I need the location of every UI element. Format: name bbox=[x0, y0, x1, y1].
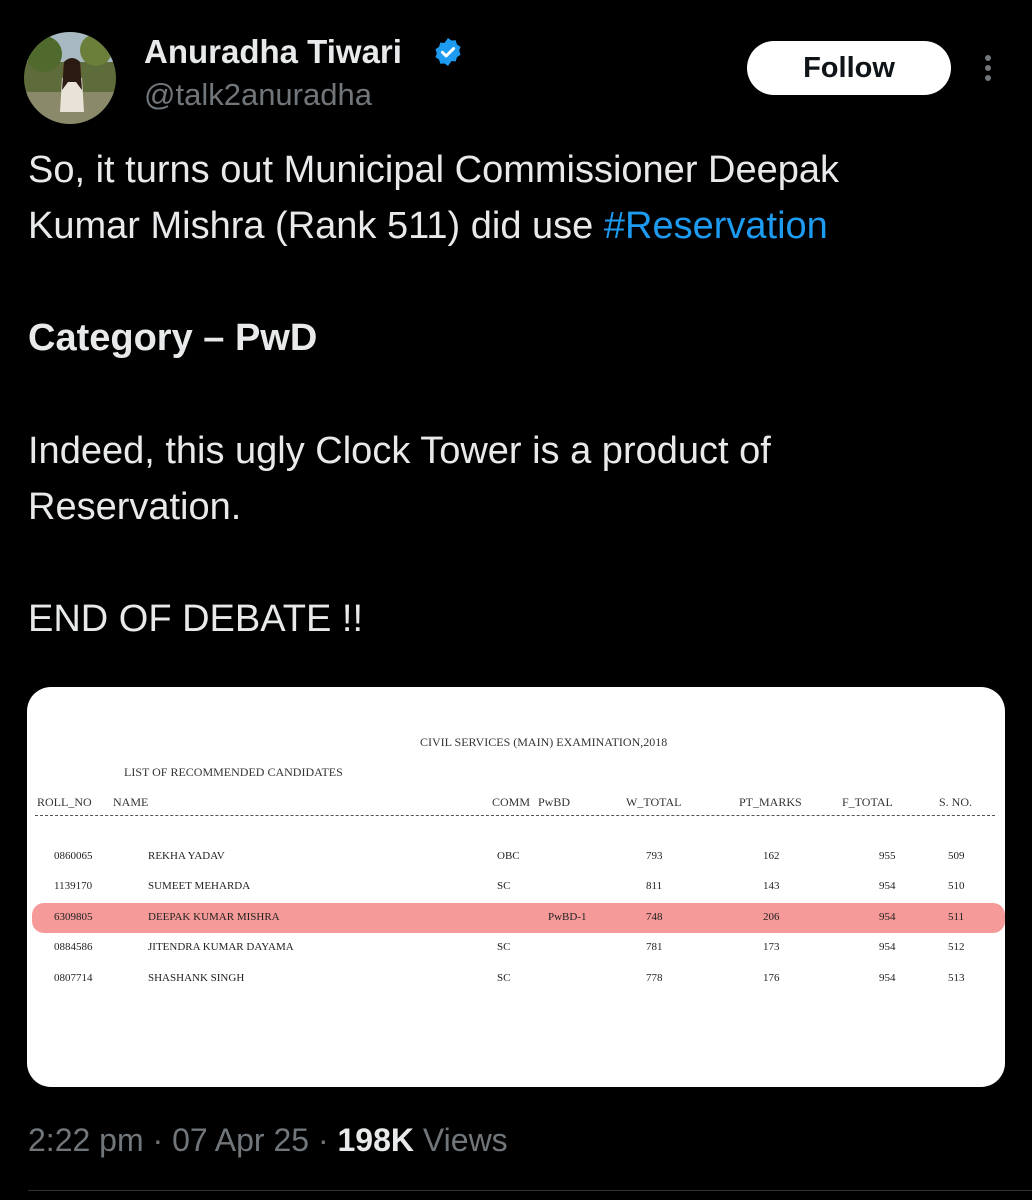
column-header: PT_MARKS bbox=[739, 795, 802, 809]
column-header: W_TOTAL bbox=[626, 795, 682, 809]
more-vertical-icon[interactable] bbox=[972, 50, 1004, 86]
cell-s-no: 510 bbox=[948, 880, 965, 892]
tweet-category-line: Category – PwD bbox=[28, 317, 318, 359]
views-count: 198K bbox=[337, 1122, 414, 1158]
table-row bbox=[27, 842, 1005, 872]
tweet-time[interactable]: 2:22 pm bbox=[28, 1122, 144, 1158]
tweet-text-line: END OF DEBATE !! bbox=[28, 598, 364, 640]
cell-name: JITENDRA KUMAR DAYAMA bbox=[148, 941, 294, 953]
divider bbox=[28, 1190, 1032, 1191]
tweet-text-segment: Kumar Mishra (Rank 511) did use bbox=[28, 205, 604, 247]
cell-pwbd: PwBD-1 bbox=[548, 911, 587, 923]
cell-roll-no: 0807714 bbox=[54, 972, 93, 984]
tweet-text-line bbox=[28, 198, 828, 254]
verified-badge-icon bbox=[432, 36, 464, 68]
header-divider bbox=[35, 815, 995, 816]
document-title: CIVIL SERVICES (MAIN) EXAMINATION,2018 bbox=[420, 735, 668, 749]
column-header: COMM bbox=[492, 795, 531, 809]
cell-pt-marks: 173 bbox=[763, 941, 780, 953]
cell-name: DEEPAK KUMAR MISHRA bbox=[148, 911, 280, 923]
table-row bbox=[27, 933, 1005, 963]
cell-f-total: 955 bbox=[879, 850, 896, 862]
cell-w-total: 793 bbox=[646, 850, 663, 862]
cell-w-total: 811 bbox=[646, 880, 663, 892]
cell-comm: OBC bbox=[497, 850, 520, 862]
column-header: ROLL_NO bbox=[37, 795, 92, 809]
cell-pt-marks: 176 bbox=[763, 972, 780, 984]
column-header: NAME bbox=[113, 795, 149, 809]
cell-name: SUMEET MEHARDA bbox=[148, 880, 251, 892]
tweet-date[interactable]: 07 Apr 25 bbox=[172, 1122, 310, 1158]
tweet-text-line: Indeed, this ugly Clock Tower is a product of bbox=[28, 430, 771, 472]
cell-comm: SC bbox=[497, 880, 511, 892]
cell-s-no: 511 bbox=[948, 911, 965, 923]
cell-s-no: 512 bbox=[948, 941, 965, 953]
cell-w-total: 748 bbox=[646, 911, 663, 923]
cell-s-no: 513 bbox=[948, 972, 965, 984]
cell-pt-marks: 206 bbox=[763, 911, 780, 923]
separator-dot: · bbox=[152, 1122, 164, 1158]
cell-f-total: 954 bbox=[879, 941, 896, 953]
cell-comm: SC bbox=[497, 972, 511, 984]
cell-pt-marks: 143 bbox=[763, 880, 780, 892]
cell-f-total: 954 bbox=[879, 911, 896, 923]
separator-dot: · bbox=[317, 1122, 329, 1158]
table-row bbox=[27, 872, 1005, 902]
cell-roll-no: 0884586 bbox=[54, 941, 93, 953]
tweet-text-line: Reservation. bbox=[28, 486, 242, 528]
avatar[interactable] bbox=[24, 32, 116, 124]
cell-f-total: 954 bbox=[879, 972, 896, 984]
cell-name: SHASHANK SINGH bbox=[148, 972, 245, 984]
cell-w-total: 781 bbox=[646, 941, 663, 953]
cell-roll-no: 0860065 bbox=[54, 850, 93, 862]
table-row bbox=[27, 964, 1005, 994]
column-header: S. NO. bbox=[939, 795, 973, 809]
column-header: F_TOTAL bbox=[842, 795, 893, 809]
column-header: PwBD bbox=[538, 795, 571, 809]
views-label: Views bbox=[422, 1122, 508, 1158]
cell-pt-marks: 162 bbox=[763, 850, 780, 862]
tweet-metadata bbox=[28, 1120, 508, 1160]
cell-s-no: 509 bbox=[948, 850, 965, 862]
tweet-text-line: So, it turns out Municipal Commissioner Deepak bbox=[28, 149, 840, 191]
follow-button[interactable]: Follow bbox=[747, 41, 951, 95]
cell-w-total: 778 bbox=[646, 972, 663, 984]
hashtag-link[interactable]: #Reservation bbox=[603, 205, 828, 247]
cell-roll-no: 1139170 bbox=[54, 880, 93, 892]
document-subtitle: LIST OF RECOMMENDED CANDIDATES bbox=[124, 765, 343, 779]
display-name[interactable]: Anuradha Tiwari bbox=[144, 33, 402, 70]
cell-f-total: 954 bbox=[879, 880, 896, 892]
cell-comm: SC bbox=[497, 941, 511, 953]
table-row-highlighted bbox=[32, 903, 1005, 933]
cell-name: REKHA YADAV bbox=[148, 850, 225, 862]
user-handle[interactable]: @talk2anuradha bbox=[144, 77, 372, 112]
attached-image[interactable] bbox=[27, 687, 1005, 1087]
cell-roll-no: 6309805 bbox=[54, 911, 93, 923]
